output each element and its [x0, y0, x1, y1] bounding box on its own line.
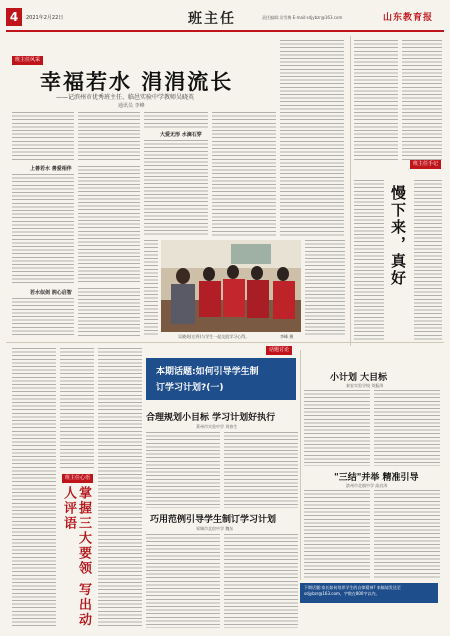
- topic-body-text: [146, 432, 220, 508]
- section-divider: [6, 342, 444, 343]
- article-title: 巧用范例引导学生制订学习计划: [150, 515, 277, 525]
- left-feature-title: 掌握三大要领 写出动人评语: [61, 486, 91, 628]
- column-divider: [300, 350, 301, 580]
- lead-body-text: [144, 140, 208, 236]
- issue-date: 2021年2月22日: [26, 15, 64, 21]
- right-body-text: [354, 40, 398, 160]
- topic-body-text: [146, 534, 220, 628]
- lead-title: 幸福若水 涓涓流长: [40, 69, 234, 94]
- right-column-tag: 班主任手记: [410, 160, 441, 169]
- lead-body-text: [12, 174, 74, 284]
- article-title: "三结"并举 精准引导: [334, 473, 419, 483]
- lead-body-text: [12, 298, 74, 336]
- right-body-text: [414, 180, 442, 340]
- topic-body-text: [224, 534, 298, 628]
- left-body-text: [12, 348, 56, 628]
- topic-column-tag: 话题讨论: [266, 346, 292, 355]
- lead-subhead: 大爱无形 水滴石穿: [160, 132, 202, 138]
- header-rule: [6, 30, 444, 32]
- next-topic-notice: 下期话题:家长如何培养学生的自律精神? 来稿请发送至 sdjybzr@163.com，字数在800字以内。: [304, 585, 401, 596]
- lead-subhead: 上善若水 善爱相伴: [30, 166, 72, 172]
- article-author: 莱州市实验中学 刘春生: [196, 424, 238, 429]
- lead-photo: [161, 240, 301, 332]
- lead-author: 通讯员 李峰: [118, 103, 145, 109]
- lead-body-text: [78, 288, 140, 336]
- classroom-photo-illustration: [161, 240, 301, 332]
- right-body-text: [402, 40, 442, 160]
- lead-body-text: [78, 112, 140, 162]
- lead-body-text: [212, 112, 276, 236]
- article-author: 滨州市北镇中学 高启涛: [346, 483, 388, 488]
- left-body-text: [98, 348, 142, 628]
- lead-body-text: [144, 112, 208, 128]
- lead-body-text: [12, 112, 74, 162]
- newspaper-logo: 山东教育报: [383, 13, 434, 23]
- page-number: 4: [6, 8, 22, 26]
- column-divider: [350, 36, 351, 346]
- lead-column-tag: 班主任风采: [12, 56, 43, 65]
- photo-caption: 吴晓英(左四)与学生一起交流学习心得。: [178, 334, 250, 339]
- topic-body-text: [374, 390, 440, 466]
- left-column-tag: 班主任心语: [62, 474, 93, 483]
- topic-title-line1: 本期话题:如何引导学生制: [156, 367, 259, 377]
- lead-body-text: [305, 240, 345, 336]
- right-feature-title: 慢下来，真好: [389, 185, 407, 287]
- article-author: 邹城市北宿中学 魏东: [196, 526, 234, 531]
- lead-body-text: [78, 166, 140, 284]
- section-title: 班主任: [188, 11, 236, 27]
- right-body-text: [354, 180, 384, 340]
- article-title: 小计划 大目标: [330, 373, 388, 383]
- lead-subtitle: ——记滨州市优秀班主任、临邑实验中学教师吴晓英: [56, 94, 195, 101]
- topic-body-text: [374, 490, 440, 578]
- lead-body-text: [144, 240, 158, 336]
- topic-title-line2: 订学习计划?(一): [156, 383, 224, 393]
- photo-credit: 李峰 摄: [280, 334, 294, 339]
- lead-subhead: 若水似剑 润心启智: [30, 290, 72, 296]
- topic-body-text: [224, 432, 298, 508]
- left-body-text: [60, 348, 94, 468]
- topic-body-text: [304, 490, 370, 578]
- article-author: 泰安实验学校 刘振涛: [346, 383, 384, 388]
- lead-body-text: [280, 40, 344, 236]
- editor-meta: 责任编辑:吴雪梅 E-mail:sdjybzr@163.com: [262, 15, 343, 20]
- article-title: 合理规划小目标 学习计划好执行: [146, 413, 276, 423]
- topic-body-text: [304, 390, 370, 466]
